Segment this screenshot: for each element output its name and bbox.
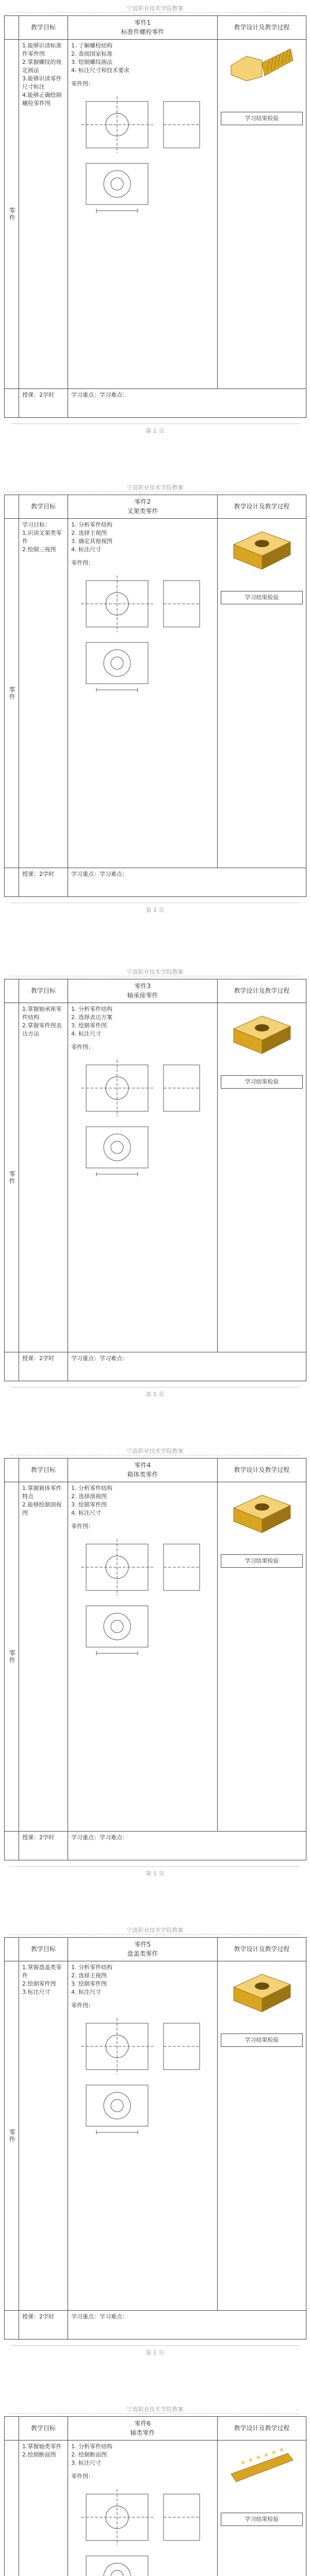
study-result-label: 学习结果检验 <box>221 591 303 604</box>
footer-corner <box>5 868 19 897</box>
col-goal-header: 教学目标 <box>19 2417 68 2441</box>
footer-focus: 学习重点：学习难点： <box>68 868 306 897</box>
part-render-cell <box>218 2441 306 2576</box>
technical-drawing <box>76 2484 210 2576</box>
technical-drawing <box>76 1055 210 1183</box>
card-side-label: 零件 <box>5 40 19 389</box>
footer-divider <box>10 1866 300 1867</box>
goal-item: 2.绘制零件图 <box>22 1980 56 1987</box>
part-3d-image <box>226 2446 298 2497</box>
bearing-part-render <box>234 1016 290 1054</box>
goal-item: 1.识读叉架类零件 <box>22 529 62 545</box>
process-step: 1. 分析零件结构 <box>71 1964 112 1971</box>
card-header-row <box>5 2417 306 2441</box>
process-step: 2. 选择主视图 <box>71 529 107 536</box>
cover-drawing-lines <box>81 2018 200 2134</box>
card-footer-row <box>5 1832 306 1860</box>
page-footer: 第 1 页 <box>145 428 165 434</box>
part-3d-image <box>226 1008 298 1060</box>
part-render-cell <box>218 40 306 389</box>
process-step: 2. 选择剖视图 <box>71 1493 107 1500</box>
card-body-row <box>5 1482 306 1832</box>
card-title-name: 轴类零件 <box>130 2429 155 2436</box>
drawing-caption: 零件图： <box>71 80 94 87</box>
card-title <box>68 979 218 1003</box>
col-plan-header: 教学设计及教学过程 <box>218 2417 306 2441</box>
goal-item: 3.能够识读零件尺寸标注 <box>22 75 62 90</box>
card-title <box>68 1459 218 1482</box>
card-title <box>68 1938 218 1961</box>
footer-focus: 学习重点：学习难点： <box>68 2311 306 2340</box>
col-goal-header: 教学目标 <box>19 979 68 1003</box>
page-footer: 第 1 页 <box>145 1870 165 1877</box>
cover-part-render <box>234 1974 290 2012</box>
lesson-card <box>4 2416 306 2576</box>
page-footer: 第 1 页 <box>145 907 165 913</box>
drawing-caption: 零件图： <box>71 2002 94 2009</box>
card-title-name: 箱体类零件 <box>127 1470 158 1478</box>
footer-hours: 授课：2学时 <box>19 868 68 897</box>
card-title-name: 叉架类零件 <box>127 507 158 515</box>
card-corner <box>5 16 19 40</box>
card-header-row <box>5 1459 306 1482</box>
card-side-label <box>5 2441 19 2576</box>
goals-cell <box>19 40 68 389</box>
footer-focus: 学习重点：学习难点： <box>68 1832 306 1860</box>
goal-item: 2.绘制断面图 <box>22 2451 56 2458</box>
box-drawing-lines <box>81 1539 200 1655</box>
technical-drawing <box>76 570 210 699</box>
goals-cell <box>19 1003 68 1352</box>
card-corner <box>5 2417 19 2441</box>
study-result-label: 学习结果检验 <box>221 1075 303 1089</box>
process-cell <box>68 2441 218 2576</box>
lesson-card <box>4 979 306 1381</box>
page-header: 宁波职业技术学院教案 <box>126 1448 184 1454</box>
footer-corner <box>5 2311 19 2340</box>
card-corner <box>5 1938 19 1961</box>
card-side-label: 零件 <box>5 519 19 868</box>
shaft-drawing-lines <box>81 2489 200 2576</box>
header-divider <box>10 12 300 13</box>
page-header: 宁波职业技术学院教案 <box>126 1927 184 1934</box>
goal-item: 2.绘制三视图 <box>22 546 56 553</box>
goal-item: 1.掌握箱体零件特点 <box>22 1485 62 1500</box>
process-step: 2. 查阅国家标准 <box>71 50 112 57</box>
card-title-number: 零件2 <box>134 498 151 506</box>
card-header-row <box>5 1938 306 1961</box>
process-step: 3. 绘制零件图 <box>71 1501 107 1508</box>
card-body-row <box>5 519 306 868</box>
process-step: 1. 分析零件结构 <box>71 521 112 528</box>
card-title-number: 零件5 <box>134 1941 151 1948</box>
part-render-cell <box>218 1482 306 1832</box>
card-title-number: 零件6 <box>134 2420 151 2428</box>
process-step: 1. 分析零件结构 <box>71 1485 112 1492</box>
process-cell <box>68 519 218 868</box>
card-footer-row <box>5 2311 306 2340</box>
col-goal-header: 教学目标 <box>19 1459 68 1482</box>
study-result-label: 学习结果检验 <box>221 2513 303 2526</box>
block-drawing-lines <box>81 575 200 692</box>
process-cell <box>68 1482 218 1832</box>
card-side-label: 零件 <box>5 1003 19 1352</box>
page-header: 宁波职业技术学院教案 <box>126 2406 184 2413</box>
card-title <box>68 16 218 40</box>
technical-drawing <box>76 1534 210 1663</box>
lesson-card <box>4 1458 306 1860</box>
page-header: 宁波职业技术学院教案 <box>126 969 184 975</box>
goal-item: 学习目标： <box>22 521 51 528</box>
card-header-row <box>5 495 306 519</box>
process-step: 3. 绘制零件图 <box>71 1980 107 1987</box>
card-corner <box>5 979 19 1003</box>
card-header-row <box>5 979 306 1003</box>
page-header: 宁波职业技术学院教案 <box>126 484 184 491</box>
goal-item: 2.掌握零件图表达方法 <box>22 1022 62 1037</box>
process-step: 4. 标注尺寸 <box>71 1988 101 1995</box>
card-title-name: 标准件螺栓零件 <box>121 28 165 36</box>
process-step: 1. 了解螺栓结构 <box>71 42 112 49</box>
goal-item: 1.掌握盘盖类零件 <box>22 1964 62 1979</box>
goal-item: 4.能够正确绘制螺栓零件图 <box>22 91 62 107</box>
goals-cell <box>19 1961 68 2311</box>
lesson-card <box>4 495 306 897</box>
process-step: 4. 标注尺寸 <box>71 1509 101 1516</box>
process-step: 4. 标注尺寸和技术要求 <box>71 66 129 74</box>
process-cell <box>68 1961 218 2311</box>
footer-divider <box>10 2345 300 2346</box>
process-step: 3. 确定其他视图 <box>71 537 112 545</box>
lesson-card <box>4 1937 306 2340</box>
bearing-drawing-lines <box>81 1060 200 1176</box>
technical-drawing <box>76 2013 210 2142</box>
col-plan-header: 教学设计及教学过程 <box>218 1459 306 1482</box>
process-step: 3. 标注尺寸 <box>71 2459 101 2466</box>
col-plan-header: 教学设计及教学过程 <box>218 979 306 1003</box>
footer-hours: 授课：2学时 <box>19 1832 68 1860</box>
technical-drawing <box>76 91 210 220</box>
goal-item: 2.掌握螺纹的规定画法 <box>22 58 62 74</box>
part-3d-image <box>226 45 298 96</box>
process-step: 3. 绘制螺纹画法 <box>71 58 112 65</box>
card-title <box>68 2417 218 2441</box>
process-step: 2. 选择表达方案 <box>71 1013 112 1021</box>
footer-hours: 授课：2学时 <box>19 1352 68 1381</box>
process-cell <box>68 1003 218 1352</box>
goals-cell <box>19 519 68 868</box>
lesson-card <box>4 15 306 418</box>
header-divider <box>10 1934 300 1935</box>
part-render-cell <box>218 1961 306 2311</box>
drawing-caption: 零件图： <box>71 559 94 566</box>
footer-corner <box>5 389 19 418</box>
card-title <box>68 495 218 519</box>
goal-item: 3.标注尺寸 <box>22 1988 51 1995</box>
col-plan-header: 教学设计及教学过程 <box>218 495 306 519</box>
footer-divider <box>10 423 300 424</box>
goal-item: 2.能够绘制剖视图 <box>22 1501 62 1516</box>
footer-corner <box>5 1352 19 1381</box>
goals-cell <box>19 2441 68 2576</box>
card-header-row <box>5 16 306 40</box>
card-title-number: 零件1 <box>134 19 151 27</box>
card-corner <box>5 495 19 519</box>
card-footer-row <box>5 389 306 418</box>
part-render-cell <box>218 1003 306 1352</box>
card-title-name: 轴承座零件 <box>127 991 158 999</box>
footer-hours: 授课：2学时 <box>19 389 68 418</box>
card-footer-row <box>5 1352 306 1381</box>
page-header: 宁波职业技术学院教案 <box>126 5 184 12</box>
card-side-label: 零件 <box>5 1961 19 2311</box>
card-corner <box>5 1459 19 1482</box>
card-body-row <box>5 1003 306 1352</box>
card-footer-row <box>5 868 306 897</box>
col-plan-header: 教学设计及教学过程 <box>218 1938 306 1961</box>
study-result-label: 学习结果检验 <box>221 1554 303 1568</box>
process-step: 2. 绘制断面图 <box>71 2451 107 2458</box>
card-title-name: 盘盖类零件 <box>127 1950 158 1957</box>
footer-hours: 授课：2学时 <box>19 2311 68 2340</box>
process-step: 4. 标注尺寸 <box>71 1030 101 1037</box>
study-result-label: 学习结果检验 <box>221 112 303 125</box>
page-footer: 第 1 页 <box>145 2349 165 2356</box>
card-title-number: 零件4 <box>134 1462 151 1469</box>
col-plan-header: 教学设计及教学过程 <box>218 16 306 40</box>
drawing-caption: 零件图： <box>71 1043 94 1050</box>
card-side-label: 零件 <box>5 1482 19 1832</box>
bolt-part-render <box>231 49 293 81</box>
bolt-drawing-lines <box>81 96 200 213</box>
process-step: 2. 选择主视图 <box>71 1972 107 1979</box>
header-divider <box>10 2413 300 2414</box>
drawing-caption: 零件图： <box>71 2472 94 2480</box>
card-body-row <box>5 40 306 389</box>
footer-focus: 学习重点：学习难点： <box>68 1352 306 1381</box>
goals-cell <box>19 1482 68 1832</box>
col-goal-header: 教学目标 <box>19 16 68 40</box>
footer-corner <box>5 1832 19 1860</box>
col-goal-header: 教学目标 <box>19 1938 68 1961</box>
card-body-row <box>5 2441 306 2576</box>
goal-item: 1.能够识读标准件零件图 <box>22 42 62 57</box>
footer-focus: 学习重点：学习难点： <box>68 389 306 418</box>
page-footer: 第 1 页 <box>145 1391 165 1398</box>
col-goal-header: 教学目标 <box>19 495 68 519</box>
process-step: 3. 绘制零件图 <box>71 1022 107 1029</box>
block-part-render <box>234 532 290 569</box>
process-cell <box>68 40 218 389</box>
process-step: 4. 标注尺寸 <box>71 546 101 553</box>
process-step: 1. 分析零件结构 <box>71 2443 112 2450</box>
box-part-render <box>234 1495 290 1533</box>
goal-item: 1.掌握轴类零件 <box>22 2443 62 2450</box>
card-title-number: 零件3 <box>134 982 151 990</box>
part-3d-image <box>226 524 298 575</box>
drawing-caption: 零件图： <box>71 1522 94 1530</box>
shaft-part-render <box>231 2448 293 2482</box>
part-render-cell <box>218 519 306 868</box>
part-3d-image <box>226 1487 298 1539</box>
goal-item: 1.掌握轴承座零件结构 <box>22 1006 62 1021</box>
process-step: 1. 分析零件结构 <box>71 1006 112 1012</box>
part-3d-image <box>226 1967 298 2018</box>
study-result-label: 学习结果检验 <box>221 2033 303 2047</box>
card-body-row <box>5 1961 306 2311</box>
